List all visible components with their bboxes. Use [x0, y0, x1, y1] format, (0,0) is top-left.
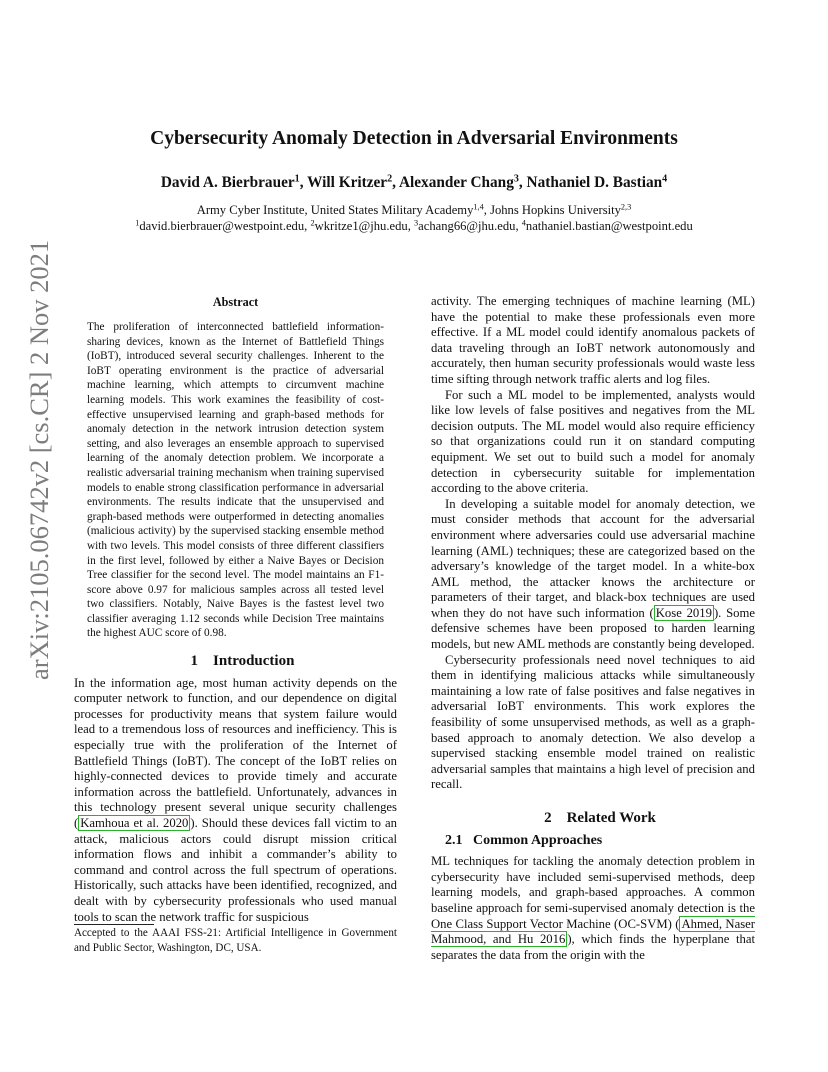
- section-title: Introduction: [213, 653, 295, 669]
- citation-link[interactable]: Ahmed, Naser Mahmood, and Hu 2016: [431, 916, 755, 947]
- paragraph: [74, 676, 397, 926]
- affiliation-sup: 2,3: [620, 202, 632, 212]
- paragraph: [431, 854, 755, 963]
- affiliation-org: Army Cyber Institute, United States Military Academy: [196, 203, 474, 217]
- paragraph-text: In developing a suitable model for anomaly detection, we must consider methods that account for the adversarial environment where adversaries could use adversarial machine learning (AML) techniques; these are categorized based on the adversary’s knowledge of the target model. In a white-box AML method, the attacker knows the architecture or parameters of their target, and black-box techniques are used when they do not have such information (: [431, 496, 755, 620]
- paragraph: Cybersecurity professionals need novel techniques to aid them in identifying malicious attacks while simultaneously maintaining a low rate of false positives and false negatives in adversarial IoBT environments. This work explores the feasibility of some unsupervised methods, as well as a graph-based approach to anomaly detection. We also develop a supervised stacking ensemble model trained on realistic adversarial samples that maintains a high level of precision and recall.: [431, 652, 755, 792]
- email[interactable]: david.bierbrauer@westpoint.edu: [139, 219, 305, 233]
- subsection-title: Common Approaches: [473, 832, 603, 848]
- affiliations: [0, 202, 828, 234]
- section-heading: [74, 654, 397, 670]
- email-sup: 1: [135, 218, 140, 228]
- paragraph: activity. The emerging techniques of machine learning (ML) have the potential to make these professionals even more effective. If a ML model could identify anomalous packets of data traveling through an IoBT network autonomously and accurately, then human security professionals would waste less time sifting through network traffic alerts and log files.: [431, 294, 755, 386]
- right-column: [431, 294, 755, 963]
- affiliation-line: Army Cyber Institute, United States Military Academy$^{1,4}$, Johns Hopkins University$^{2,3}$: [196, 202, 632, 217]
- paper-title: Cybersecurity Anomaly Detection in Adversarial Environments: [150, 128, 678, 149]
- author-name: Alexander Chang: [398, 174, 514, 191]
- subsection-heading: [431, 833, 755, 849]
- arxiv-stamp: [22, 239, 56, 680]
- email[interactable]: wkritze1@jhu.edu: [314, 219, 408, 233]
- citation-link[interactable]: Kose 2019: [655, 605, 712, 620]
- citation-link[interactable]: Kamhoua et al. 2020: [80, 815, 189, 830]
- author-name: Nathaniel D. Bastian: [526, 174, 663, 191]
- paragraph-text: ). Some defensive schemes have been proposed to harden learning models, but new AML methods are constantly being developed.: [431, 605, 755, 652]
- affiliation-org: Johns Hopkins University: [490, 203, 621, 217]
- paragraph-text: ). Should these devices fall victim to an attack, malicious actors could disrupt mission critical information flows and inhibit a commander’s ability to command and control across the full spectrum of operations. Historically, such attacks have been identified, recognized, and dealt with by cybersecurity professionals who used manual tools to scan the network traffic for suspicious: [74, 815, 397, 924]
- subsection-number: 2.1: [445, 832, 463, 848]
- section-number: 2: [544, 810, 552, 826]
- abstract-text: The proliferation of interconnected battlefield information-sharing devices, known as the Internet of Battlefield Things (IoBT), introduced several security challenges. Inherent to the IoBT operating environment is the practice of adversarial machine learning, which attempts to circumvent machine learning models. This work examines the feasibility of cost-effective unsupervised learning and graph-based methods for anomaly detection in the network intrusion detection system setting, and also leverages an ensemble approach to supervised learning of the anomaly detection problem. We incorporate a realistic adversarial training mechanism when training supervised models to enable strong classification performance in adversarial environments. The results indicate that the unsupervised and graph-based methods were outperformed in detecting anomalies (malicious activity) by the supervised stacking ensemble method with two levels. This model consists of three different classifiers in the first level, followed by either a Naive Bayes or Decision Tree classifier for the second level. The model maintains an F1-score above 0.97 for malicious samples across all tested level two classifiers. Notably, Naive Bayes is the fastest level two classifier averaging 1.12 seconds while Decision Tree maintains the highest AUC score of 0.98.: [87, 321, 384, 640]
- left-column-intro: [74, 654, 397, 925]
- paragraph-text: ML techniques for tackling the anomaly detection problem in cybersecurity have included semi-supervised methods, deep learning models, and graph-based approaches. A common baseline approach for semi-supervised anomaly detection is the One Class Support Vector Machine (OC-SVM) (: [431, 854, 755, 931]
- author-sup: 3: [513, 173, 519, 185]
- author-name: Will Kritzer: [307, 174, 388, 191]
- paragraph: For such a ML model to be implemented, analysts would like low levels of false positives and negatives from the ML decision outputs. The ML model would also require efficiency so that organizations could run it on standard computing equipment. We set out to build such a model for anomaly detection in cybersecurity suitable for implementation according to the above criteria.: [431, 387, 755, 496]
- author-sup: 2: [387, 173, 393, 185]
- email-sup: 3: [414, 218, 419, 228]
- author-sup: 1: [294, 173, 300, 185]
- email-line: $^1$david.bierbrauer@westpoint.edu, $^2$wkritze1@jhu.edu, $^3$achang66@jhu.edu, $^4$nathaniel.bastian@westpoint.edu: [135, 218, 693, 233]
- abstract-body: [87, 320, 384, 641]
- email[interactable]: nathaniel.bastian@westpoint.edu: [525, 219, 693, 233]
- author-name: David A. Bierbrauer: [160, 174, 295, 191]
- arxiv-stamp-text: arXiv:2105.06742v2 [cs.CR] 2 Nov 2021: [24, 239, 54, 680]
- section-title: Related Work: [566, 810, 656, 826]
- footnote-rule: [74, 924, 154, 925]
- paragraph-text: ), which finds the hyperplane that separates the data from the origin with the: [431, 932, 755, 962]
- paragraph: [431, 497, 755, 653]
- email-sup: 4: [521, 218, 526, 228]
- paragraph-text: In the information age, most human activity depends on the computer network to function, and our dependence on digital processes for productivity means that system failure would lead to a tremendous loss of resources and inefficiency. This is especially true with the proliferation of the Internet of Battlefield Things (IoBT). The concept of the IoBT relies on highly-connected devices to provide timely and accurate information across the battlefield. Unfortunately, advances in this technology present several unique security challenges (: [74, 675, 397, 830]
- section-heading: [431, 811, 755, 827]
- author-sup: 4: [662, 173, 668, 185]
- footnote: Accepted to the AAAI FSS-21: Artificial Intelligence in Government and Public Sector, Washington, DC, USA.: [74, 927, 397, 954]
- abstract-heading: Abstract: [212, 295, 259, 309]
- author-list: David A. Bierbrauer$^1$, Will Kritzer$^2$, Alexander Chang$^3$, Nathaniel D. Bastian$^4$: [160, 173, 668, 191]
- affiliation-sup: 1,4: [473, 202, 484, 212]
- section-number: 1: [190, 653, 199, 669]
- email-sup: 2: [310, 218, 315, 228]
- email[interactable]: achang66@jhu.edu: [418, 219, 516, 233]
